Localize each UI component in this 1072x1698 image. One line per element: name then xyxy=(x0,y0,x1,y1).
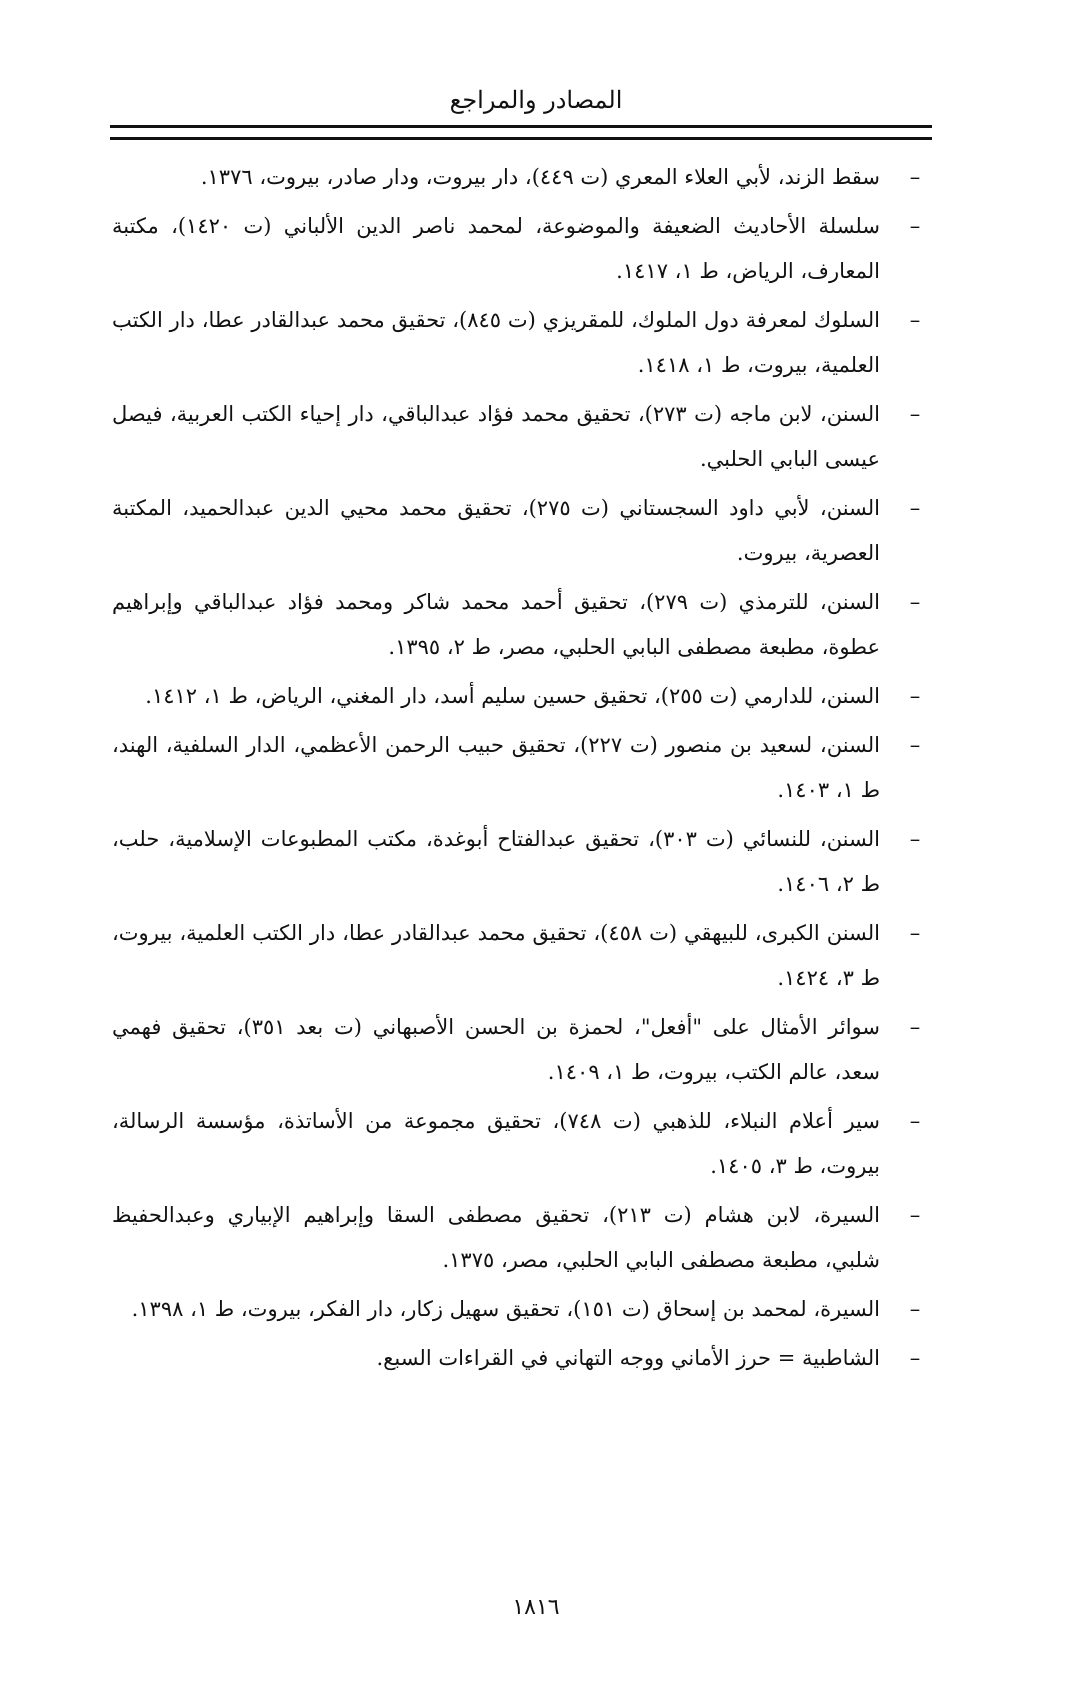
entry-dash: – xyxy=(909,1109,921,1133)
bibliography-entry xyxy=(112,674,930,719)
entry-dash: – xyxy=(909,684,921,708)
entry-dash: – xyxy=(909,590,921,614)
entry-dash: – xyxy=(909,165,921,189)
entry-text: السنن، للدارمي (ت ٢٥٥)، تحقيق حسين سليم أسد، دار المغني، الرياض، ط ١، ١٤١٢. xyxy=(145,684,880,708)
bibliography-entry xyxy=(112,298,930,388)
bibliography-entry xyxy=(112,1005,930,1095)
bibliography-entry xyxy=(112,911,930,1001)
entry-dash: – xyxy=(909,733,921,757)
entry-text: السيرة، لابن هشام (ت ٢١٣)، تحقيق مصطفى السقا وإبراهيم الإبياري وعبدالحفيظ شلبي، مطبعة مصطفى البابي الحلبي، مصر، ١٣٧٥. xyxy=(112,1203,880,1272)
bibliography-list xyxy=(112,155,930,1385)
entry-text: السنن، لابن ماجه (ت ٢٧٣)، تحقيق محمد فؤاد عبدالباقي، دار إحياء الكتب العربية، فيصل عيسى البابي الحلبي. xyxy=(112,402,880,471)
entry-text: سلسلة الأحاديث الضعيفة والموضوعة، لمحمد ناصر الدين الألباني (ت ١٤٢٠)، مكتبة المعارف، الرياض، ط ١، ١٤١٧. xyxy=(112,214,880,283)
bibliography-entry xyxy=(112,1287,930,1332)
entry-dash: – xyxy=(909,402,921,426)
entry-dash: – xyxy=(909,308,921,332)
entry-dash: – xyxy=(909,496,921,520)
header-rule-top xyxy=(110,125,932,128)
bibliography-entry xyxy=(112,155,930,200)
entry-text: السنن، لسعيد بن منصور (ت ٢٢٧)، تحقيق حبيب الرحمن الأعظمي، الدار السلفية، الهند، ط ١، ١٤٠٣. xyxy=(112,733,880,802)
bibliography-entry xyxy=(112,580,930,670)
header-rule-bottom xyxy=(110,137,932,140)
entry-text: السنن، للنسائي (ت ٣٠٣)، تحقيق عبدالفتاح أبوغدة، مكتب المطبوعات الإسلامية، حلب، ط ٢، ١٤٠٦. xyxy=(112,827,880,896)
entry-dash: – xyxy=(909,921,921,945)
entry-text: السنن، للترمذي (ت ٢٧٩)، تحقيق أحمد محمد شاكر ومحمد فؤاد عبدالباقي وإبراهيم عطوة، مطبعة مصطفى البابي الحلبي، مصر، ط ٢، ١٣٩٥. xyxy=(112,590,880,659)
bibliography-entry xyxy=(112,204,930,294)
entry-text: السيرة، لمحمد بن إسحاق (ت ١٥١)، تحقيق سهيل زكار، دار الفكر، بيروت، ط ١، ١٣٩٨. xyxy=(131,1297,880,1321)
bibliography-entry xyxy=(112,817,930,907)
bibliography-entry xyxy=(112,486,930,576)
entry-dash: – xyxy=(909,1346,921,1370)
entry-text: سقط الزند، لأبي العلاء المعري (ت ٤٤٩)، دار بيروت، ودار صادر، بيروت، ١٣٧٦. xyxy=(200,165,880,189)
entry-text: السنن الكبرى، للبيهقي (ت ٤٥٨)، تحقيق محمد عبدالقادر عطا، دار الكتب العلمية، بيروت، ط ٣، ١٤٢٤. xyxy=(112,921,880,990)
bibliography-entry xyxy=(112,723,930,813)
page-title: المصادر والمراجع xyxy=(449,86,623,114)
page-number: ١٨١٦ xyxy=(512,1595,560,1620)
entry-dash: – xyxy=(909,214,921,238)
bibliography-entry xyxy=(112,1336,930,1381)
entry-text: سوائر الأمثال على "أفعل"، لحمزة بن الحسن الأصبهاني (ت بعد ٣٥١)، تحقيق فهمي سعد، عالم الكتب، بيروت، ط ١، ١٤٠٩. xyxy=(112,1015,880,1084)
entry-text: السنن، لأبي داود السجستاني (ت ٢٧٥)، تحقيق محمد محيي الدين عبدالحميد، المكتبة العصرية، بيروت. xyxy=(112,496,880,565)
bibliography-entry xyxy=(112,1099,930,1189)
entry-dash: – xyxy=(909,827,921,851)
entry-text: سير أعلام النبلاء، للذهبي (ت ٧٤٨)، تحقيق مجموعة من الأساتذة، مؤسسة الرسالة، بيروت، ط ٣، ١٤٠٥. xyxy=(112,1109,880,1178)
entry-dash: – xyxy=(909,1015,921,1039)
bibliography-entry xyxy=(112,392,930,482)
entry-text: الشاطبية = حرز الأماني ووجه التهاني في القراءات السبع. xyxy=(376,1346,880,1370)
entry-dash: – xyxy=(909,1297,921,1321)
entry-dash: – xyxy=(909,1203,921,1227)
entry-text: السلوك لمعرفة دول الملوك، للمقريزي (ت ٨٤٥)، تحقيق محمد عبدالقادر عطا، دار الكتب العلمية، بيروت، ط ١، ١٤١٨. xyxy=(112,308,880,377)
bibliography-entry xyxy=(112,1193,930,1283)
